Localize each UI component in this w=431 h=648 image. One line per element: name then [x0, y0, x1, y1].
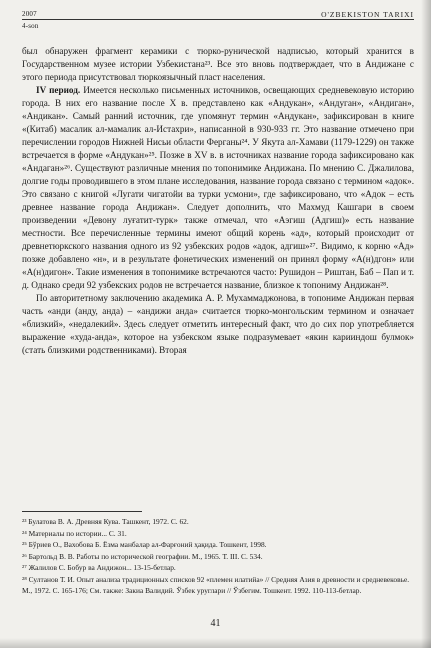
footnote: ²⁷ Жалилов С. Бобур ва Андижон... 13-15-бетлар.: [22, 563, 176, 572]
scan-shadow-bottom: [0, 638, 431, 648]
footnote: ²⁵ Бўриев О., Вахобова Б. Ёзма манбалар ал-Фарғоний ҳақида. Тошкент, 1998.: [22, 540, 267, 549]
header-issue: 4-son: [22, 22, 39, 30]
journal-title: O'ZBEKISTON TARIXI: [321, 10, 414, 19]
page-number: 41: [210, 618, 221, 629]
period-heading: IV период.: [36, 85, 81, 95]
running-header: [22, 10, 414, 36]
footnote: ²³ Булатова В. А. Древняя Кува. Ташкент, 1972. С. 62.: [22, 517, 189, 526]
footnote: ²⁶ Бартольд В. В. Работы по исторической географии. М., 1965. Т. III. С. 534.: [22, 551, 263, 561]
header-year: 2007: [22, 10, 37, 18]
paragraph-2: [22, 84, 414, 292]
footnote: ²⁸ Султанов Т. И. Опыт анализа традиционных списков 92 «племен илатийа» // Средняя Азия в древности и средневековье. М., 1972. С. 165-176; См. также: Закиа Валидий. Ўзбек уруглари // Ўзбегим. Тошкент. 1992. 110-113-бетлар.: [22, 574, 410, 595]
scan-shadow-right: [421, 0, 431, 648]
paragraph-3: По авторитетному заключению академика А. Р. Мухаммаджонова, в топониме Андижан первая часть «анди (анду, анда) – «андижи анда» считается тюрко-монгольским термином и означает «близкий», «недалекий». Здесь следует отметить интересный факт, что до сих пор употребляется выражение «худа-анда», которое на узбекском языке подразумевает «якин карииндош булмок» (стать близкими родственниками). Вторая: [22, 293, 414, 355]
footnote: ²⁴ Материалы по истории... С. 31.: [22, 528, 127, 538]
paragraph-2-text: Имеется несколько письменных источников, освещающих средневековую историю города. В них его название после Х в. представлено как «Андукан», «Андуган», «Андиган», «Андикан». Самый ранний источник, где упомянут термин «Андукан», зафиксирован в книге «(Китаб) масалик ал-мамалик ал-Истахри», написанной в 930-933 гг. Это название отмечено при перечислении городов Нижней Нисьи области Ферганы²⁴. У Якута ал-Хамави (1179-1229) он также встречается в форме «Андукан»²⁵. Позже в XV в. в источниках название города зафиксировано как «Андаган»²⁶. Существуют различные мнения по топонимике Андижана. По мнению С. Джалилова, долгие годы проводившего в этом плане исследования, название города связано с термином «адок». Это связано с книгой «Лугати чигатойи ва турки усмони», где зафиксировано, что «Адок – есть древнее название города Андижан». Следует дополнить, что Махмуд Кашгари в своем произведении «Девону луғатит-турк» также отмечал, что «Аэгиш (Адгиш)» есть название местности. Все перечисленные термины имеют общий корень «ад», который происходит от древнетюркского названия одного из 92 узбекских родов «адок, адгиш»²⁷. Видимо, к корню «Ад» позже добавлено «н», и в результате фонетических изменений он принял форму «А(н)дгон» или «А(н)дигон». Такие изменения в топонимике встречаются часто: Рушидон – Риштан, Баб – Пап и т. д. Однако среди 92 узбекских родов не встречается название, близкое к топониму Андижан²⁸.: [22, 85, 415, 290]
header-rule: [22, 19, 414, 20]
footnote-separator: [22, 511, 142, 512]
main-text: [22, 45, 414, 357]
paragraph-1: был обнаружен фрагмент керамики с тюрко-рунической надписью, который хранится в Государственном музее истории Узбекистана²³. Все это вновь подтверждает, что в Андижане с этого периода присутствовал тюркоязычный пласт населения.: [22, 46, 414, 82]
footnotes: [22, 516, 414, 597]
